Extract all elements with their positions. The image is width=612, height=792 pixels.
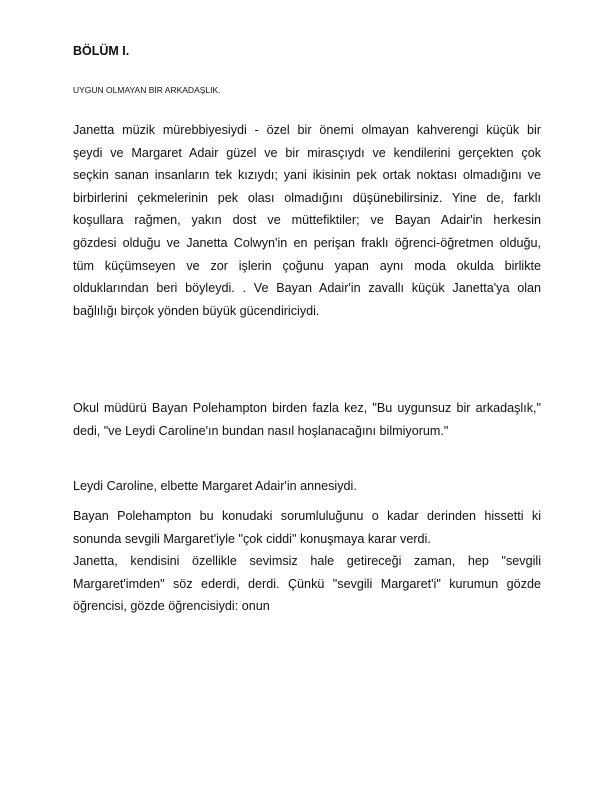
text-line: sonunda sevgili Margaret'iyle "çok ciddi" konuşmaya karar verdi. [73, 531, 431, 546]
text-line: birbirlerini çekmelerinin pek olası olmadığını düşünebilirsiniz. Yine de, farklı [73, 190, 541, 205]
text-line: tüm küçümseyen ve zor işlerin çoğunu yapan aynı moda okulda birlikte [73, 258, 541, 273]
text-line: olduklarından beri böyleydi. . Ve Bayan Adair'in zavallı küçük Janetta'ya olan [73, 281, 541, 296]
text-line: koşullara rağmen, yakın dost ve müttefiktiler; ve Bayan Adair'in herkesin [73, 213, 541, 228]
text-line: Bayan Polehampton bu konudaki sorumluluğunu o kadar derinden hissetti ki [73, 509, 541, 523]
paragraph-1 [73, 119, 541, 322]
text-line: Margaret'imden" söz ederdi, derdi. Çünkü "sevgili Margaret'i" kurumun gözde [73, 576, 541, 591]
text-line: bağlılığı birçok yönden büyük gücendiriciydi. [73, 303, 320, 318]
text-line: dedi, "ve Leydi Caroline'ın bundan nasıl hoşlanacağını bilmiyorum." [73, 423, 449, 438]
text-line: şeydi ve Margaret Adair güzel ve bir mirasçıydı ve kendilerini gerçekten çok [73, 145, 541, 160]
text-line: gözdesi olduğu ve Janetta Colwyn'in en perişan fraklı öğrenci-öğretmen olduğu, [73, 235, 541, 250]
chapter-title: BÖLÜM I. [73, 44, 130, 58]
text-line: Janetta, kendisini özellikle sevimsiz hale getireceği zaman, hep "sevgili [73, 554, 541, 569]
paragraph-2 [73, 397, 541, 442]
paragraph-3 [73, 475, 541, 498]
text-line: Okul müdürü Bayan Polehampton birden fazla kez, "Bu uygunsuz bir arkadaşlık," [73, 401, 541, 415]
text-line: öğrencisi, gözde öğrencisiydi: onun [73, 599, 270, 614]
text-line: Janetta müzik mürebbiyesiydi - özel bir önemi olmayan kahverengi küçük bir [73, 123, 541, 137]
text-line: Leydi Caroline, elbette Margaret Adair'in annesiydi. [73, 479, 357, 493]
paragraph-4 [73, 505, 541, 618]
chapter-subtitle: UYGUN OLMAYAN BİR ARKADAŞLIK. [73, 85, 221, 95]
text-line: seçkin sanan insanların tek kızıydı; yani ikisinin pek ortak noktası olmadığını ve [73, 168, 541, 183]
